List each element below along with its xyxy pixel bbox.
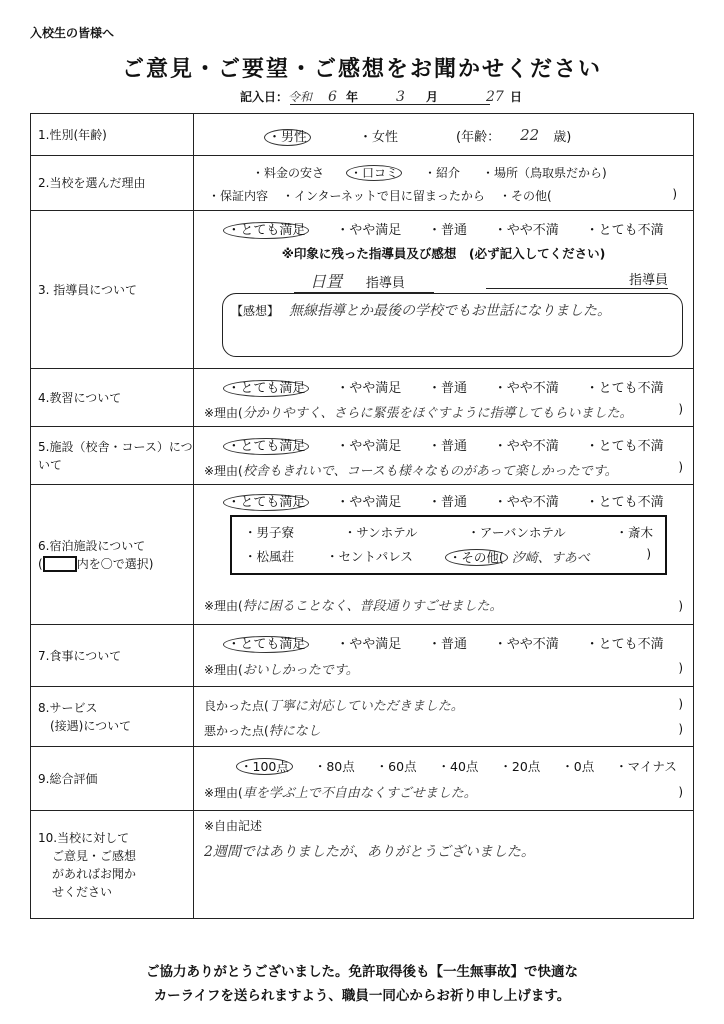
q9-scores xyxy=(194,757,693,775)
year-unit: 年 xyxy=(346,90,359,104)
reason-internet[interactable]: ・インターネットで目に留まったから xyxy=(282,189,485,203)
q10-label-line3: があればお聞か xyxy=(52,866,137,881)
q4-opt-neutral[interactable]: ・普通 xyxy=(427,381,467,396)
q7-opt-neutral[interactable]: ・普通 xyxy=(427,637,467,652)
lodge-saiki[interactable]: ・斎木 xyxy=(615,525,653,540)
instructor1-name: 日置 xyxy=(310,272,343,291)
q7-label: 7.食事について xyxy=(31,625,194,687)
reason-referral[interactable]: ・紹介 xyxy=(424,166,461,180)
score-40[interactable]: ・40点 xyxy=(437,759,479,774)
score-60[interactable]: ・60点 xyxy=(375,759,417,774)
q10-label-line4: せください xyxy=(52,884,113,899)
instructor1-suffix: 指導員 xyxy=(365,276,405,291)
q5-reason-label: ※理由( xyxy=(204,464,243,478)
reason-other[interactable]: ・その他( xyxy=(498,189,552,203)
q5-opt-neutral[interactable]: ・普通 xyxy=(427,439,467,454)
q6-opt-very-satisfied[interactable]: ・とても満足 xyxy=(223,491,309,510)
reason-location[interactable]: ・場所（鳥取県だから) xyxy=(482,166,607,180)
date-month: 3 xyxy=(396,89,405,105)
q1-label: 1.性別(年齢) xyxy=(31,114,194,156)
q7-reason-text[interactable]: おいしかったです。 xyxy=(242,663,359,678)
q7-close: ) xyxy=(678,661,683,675)
q6-opt-satisfied[interactable]: ・やや満足 xyxy=(336,495,402,510)
q8-label xyxy=(31,687,194,747)
day-unit: 日 xyxy=(510,90,523,104)
q6-opt-very-dissatisfied[interactable]: ・とても不満 xyxy=(585,495,664,510)
footer-line1: ご協力ありがとうございました。免許取得後も【一生無事故】で快適な xyxy=(146,964,578,980)
q4-reason-label: ※理由( xyxy=(204,406,243,420)
row-service xyxy=(31,687,694,747)
score-80[interactable]: ・80点 xyxy=(313,759,355,774)
q10-label-line2: ご意見・ご感想 xyxy=(52,848,137,863)
q5-reason-text[interactable]: 校舎もきれいで、コースも様々なものがあって楽しかったです。 xyxy=(242,464,618,479)
date-label: 記入日： xyxy=(240,90,289,104)
impression-text: 無線指導とか最後の学校でもお世話になりました。 xyxy=(289,303,611,319)
q5-options xyxy=(194,435,693,454)
q3-opt-dissatisfied[interactable]: ・やや不満 xyxy=(493,223,559,238)
row-instructor xyxy=(31,211,694,369)
select-box-icon xyxy=(43,556,77,572)
q10-label-line1: 10.当校に対して xyxy=(38,830,130,845)
impression-box[interactable] xyxy=(222,293,683,357)
q5-label: 5.施設（校舎・コース）について xyxy=(31,427,194,485)
date-line xyxy=(240,88,522,105)
reason-other-close: ) xyxy=(672,187,677,201)
instructor1[interactable] xyxy=(294,269,434,293)
q8-label-line2: (接遇)について xyxy=(50,718,132,733)
row-reason-chosen xyxy=(31,156,694,211)
footer-line2: カーライフを送られますよう、職員一同心からお祈り申し上げます。 xyxy=(153,988,571,1004)
instructor2-suffix: 指導員 xyxy=(628,273,668,288)
q6-options xyxy=(194,491,693,510)
q5-opt-very-dissatisfied[interactable]: ・とても不満 xyxy=(585,439,664,454)
good-points-close: ) xyxy=(678,697,683,711)
q5-opt-very-satisfied[interactable]: ・とても満足 xyxy=(223,435,309,454)
date-era: 令和 xyxy=(288,90,313,104)
q6-label xyxy=(31,485,194,625)
reason-reviews[interactable]: ・口コミ xyxy=(346,164,402,181)
gender-male[interactable]: ・男性 xyxy=(264,126,311,145)
bad-points-label: 悪かった点( xyxy=(204,724,269,738)
q3-opt-satisfied[interactable]: ・やや満足 xyxy=(336,223,402,238)
lodge-men-dorm[interactable]: ・男子寮 xyxy=(244,525,295,540)
free-comment-label: ※自由記述 xyxy=(204,819,263,833)
q9-label: 9.総合評価 xyxy=(31,747,194,811)
q2-label: 2.当校を選んだ理由 xyxy=(31,156,194,211)
q6-opt-neutral[interactable]: ・普通 xyxy=(427,495,467,510)
score-100[interactable]: ・100点 xyxy=(236,757,293,775)
date-day: 27 xyxy=(486,89,504,105)
q7-opt-very-dissatisfied[interactable]: ・とても不満 xyxy=(585,637,664,652)
date-year: 6 xyxy=(328,89,337,105)
q4-opt-very-dissatisfied[interactable]: ・とても不満 xyxy=(585,381,664,396)
form-title: ご意見・ご要望・ご感想をお聞かせください xyxy=(121,57,602,82)
q10-label xyxy=(31,811,194,919)
lodge-other[interactable]: ・その他( 汐崎、すあべ xyxy=(445,547,590,566)
lodge-urban-hotel[interactable]: ・アーバンホテル xyxy=(467,525,566,540)
bad-points-close: ) xyxy=(678,722,683,736)
q7-opt-dissatisfied[interactable]: ・やや不満 xyxy=(493,637,559,652)
row-facilities xyxy=(31,427,694,485)
score-0[interactable]: ・0点 xyxy=(561,759,595,774)
q6-label-line1: 6.宿泊施設について xyxy=(38,538,146,553)
month-unit: 月 xyxy=(426,90,439,104)
row-gender xyxy=(31,114,694,156)
q3-label: 3. 指導員について xyxy=(31,211,194,369)
q4-label: 4.教習について xyxy=(31,369,194,427)
q4-opt-very-satisfied[interactable]: ・とても満足 xyxy=(223,377,309,396)
good-points-text[interactable]: 丁寧に対応していただきました。 xyxy=(268,699,464,714)
q4-reason-text[interactable]: 分かりやすく、さらに緊張をほぐすように指導してもらいました。 xyxy=(242,406,633,421)
age-unit: 歳) xyxy=(553,130,572,145)
addressee: 入校生の皆様へ xyxy=(30,26,115,40)
q4-opt-dissatisfied[interactable]: ・やや不満 xyxy=(493,381,559,396)
lodging-select-box xyxy=(230,515,667,575)
gender-female[interactable]: ・女性 xyxy=(359,130,399,145)
q5-opt-satisfied[interactable]: ・やや満足 xyxy=(336,439,402,454)
q9-reason-text[interactable]: 車を学ぶ上で不自由なくすごせました。 xyxy=(242,786,477,801)
survey-table xyxy=(30,113,694,919)
q4-options xyxy=(194,377,693,396)
q7-reason-label: ※理由( xyxy=(204,663,243,677)
q5-close: ) xyxy=(678,460,683,474)
date-underline xyxy=(290,104,490,105)
q4-close: ) xyxy=(678,402,683,416)
q9-reason-label: ※理由( xyxy=(204,786,243,800)
q3-opt-very-satisfied[interactable]: ・とても満足 xyxy=(223,219,309,238)
q7-opt-satisfied[interactable]: ・やや満足 xyxy=(336,637,402,652)
q3-opt-very-dissatisfied[interactable]: ・とても不満 xyxy=(585,223,664,238)
row-lessons xyxy=(31,369,694,427)
instructor2[interactable] xyxy=(486,269,668,289)
q6-close: ) xyxy=(678,599,683,613)
q3-instruction: ※印象に残った指導員及び感想 (必ず記入してください) xyxy=(281,246,606,261)
impression-label: 【感想】 xyxy=(231,304,280,318)
q7-opt-very-satisfied[interactable]: ・とても満足 xyxy=(223,633,309,652)
q8-label-line1: 8.サービス xyxy=(38,700,98,715)
row-overall xyxy=(31,747,694,811)
q3-opt-neutral[interactable]: ・普通 xyxy=(427,223,467,238)
age-label: (年齢： xyxy=(456,130,501,145)
q6-opt-dissatisfied[interactable]: ・やや不満 xyxy=(493,495,559,510)
lodge-st-palace[interactable]: ・セントパレス xyxy=(326,549,413,564)
q6-reason-label: ※理由( xyxy=(204,599,243,613)
q4-opt-satisfied[interactable]: ・やや満足 xyxy=(336,381,402,396)
q6-label-line2: ( 内を〇で選択) xyxy=(38,556,154,571)
age-value[interactable]: 22 xyxy=(520,126,540,144)
row-free-comments xyxy=(31,811,694,919)
bad-points-text[interactable]: 特になし xyxy=(268,724,321,739)
reason-price[interactable]: ・料金の安さ xyxy=(252,166,325,180)
q5-opt-dissatisfied[interactable]: ・やや不満 xyxy=(493,439,559,454)
q3-options xyxy=(194,219,693,238)
q7-options xyxy=(194,633,693,652)
lodge-shofuso[interactable]: ・松風荘 xyxy=(244,549,295,564)
good-points-label: 良かった点( xyxy=(204,699,269,713)
score-20[interactable]: ・20点 xyxy=(499,759,541,774)
score-minus[interactable]: ・マイナス xyxy=(615,759,677,774)
lodge-other-close: ) xyxy=(646,547,651,561)
lodge-sun-hotel[interactable]: ・サンホテル xyxy=(343,525,418,540)
q9-close: ) xyxy=(678,785,683,799)
lodge-other-text: 汐崎、すあべ xyxy=(511,551,590,566)
row-meals xyxy=(31,625,694,687)
free-comment-text[interactable]: 2週間ではありましたが、ありがとうございました。 xyxy=(204,844,535,860)
row-lodging xyxy=(31,485,694,625)
reason-guarantee[interactable]: ・保証内容 xyxy=(208,189,269,203)
q6-reason-text[interactable]: 特に困ることなく、普段通りすごせました。 xyxy=(242,599,503,614)
